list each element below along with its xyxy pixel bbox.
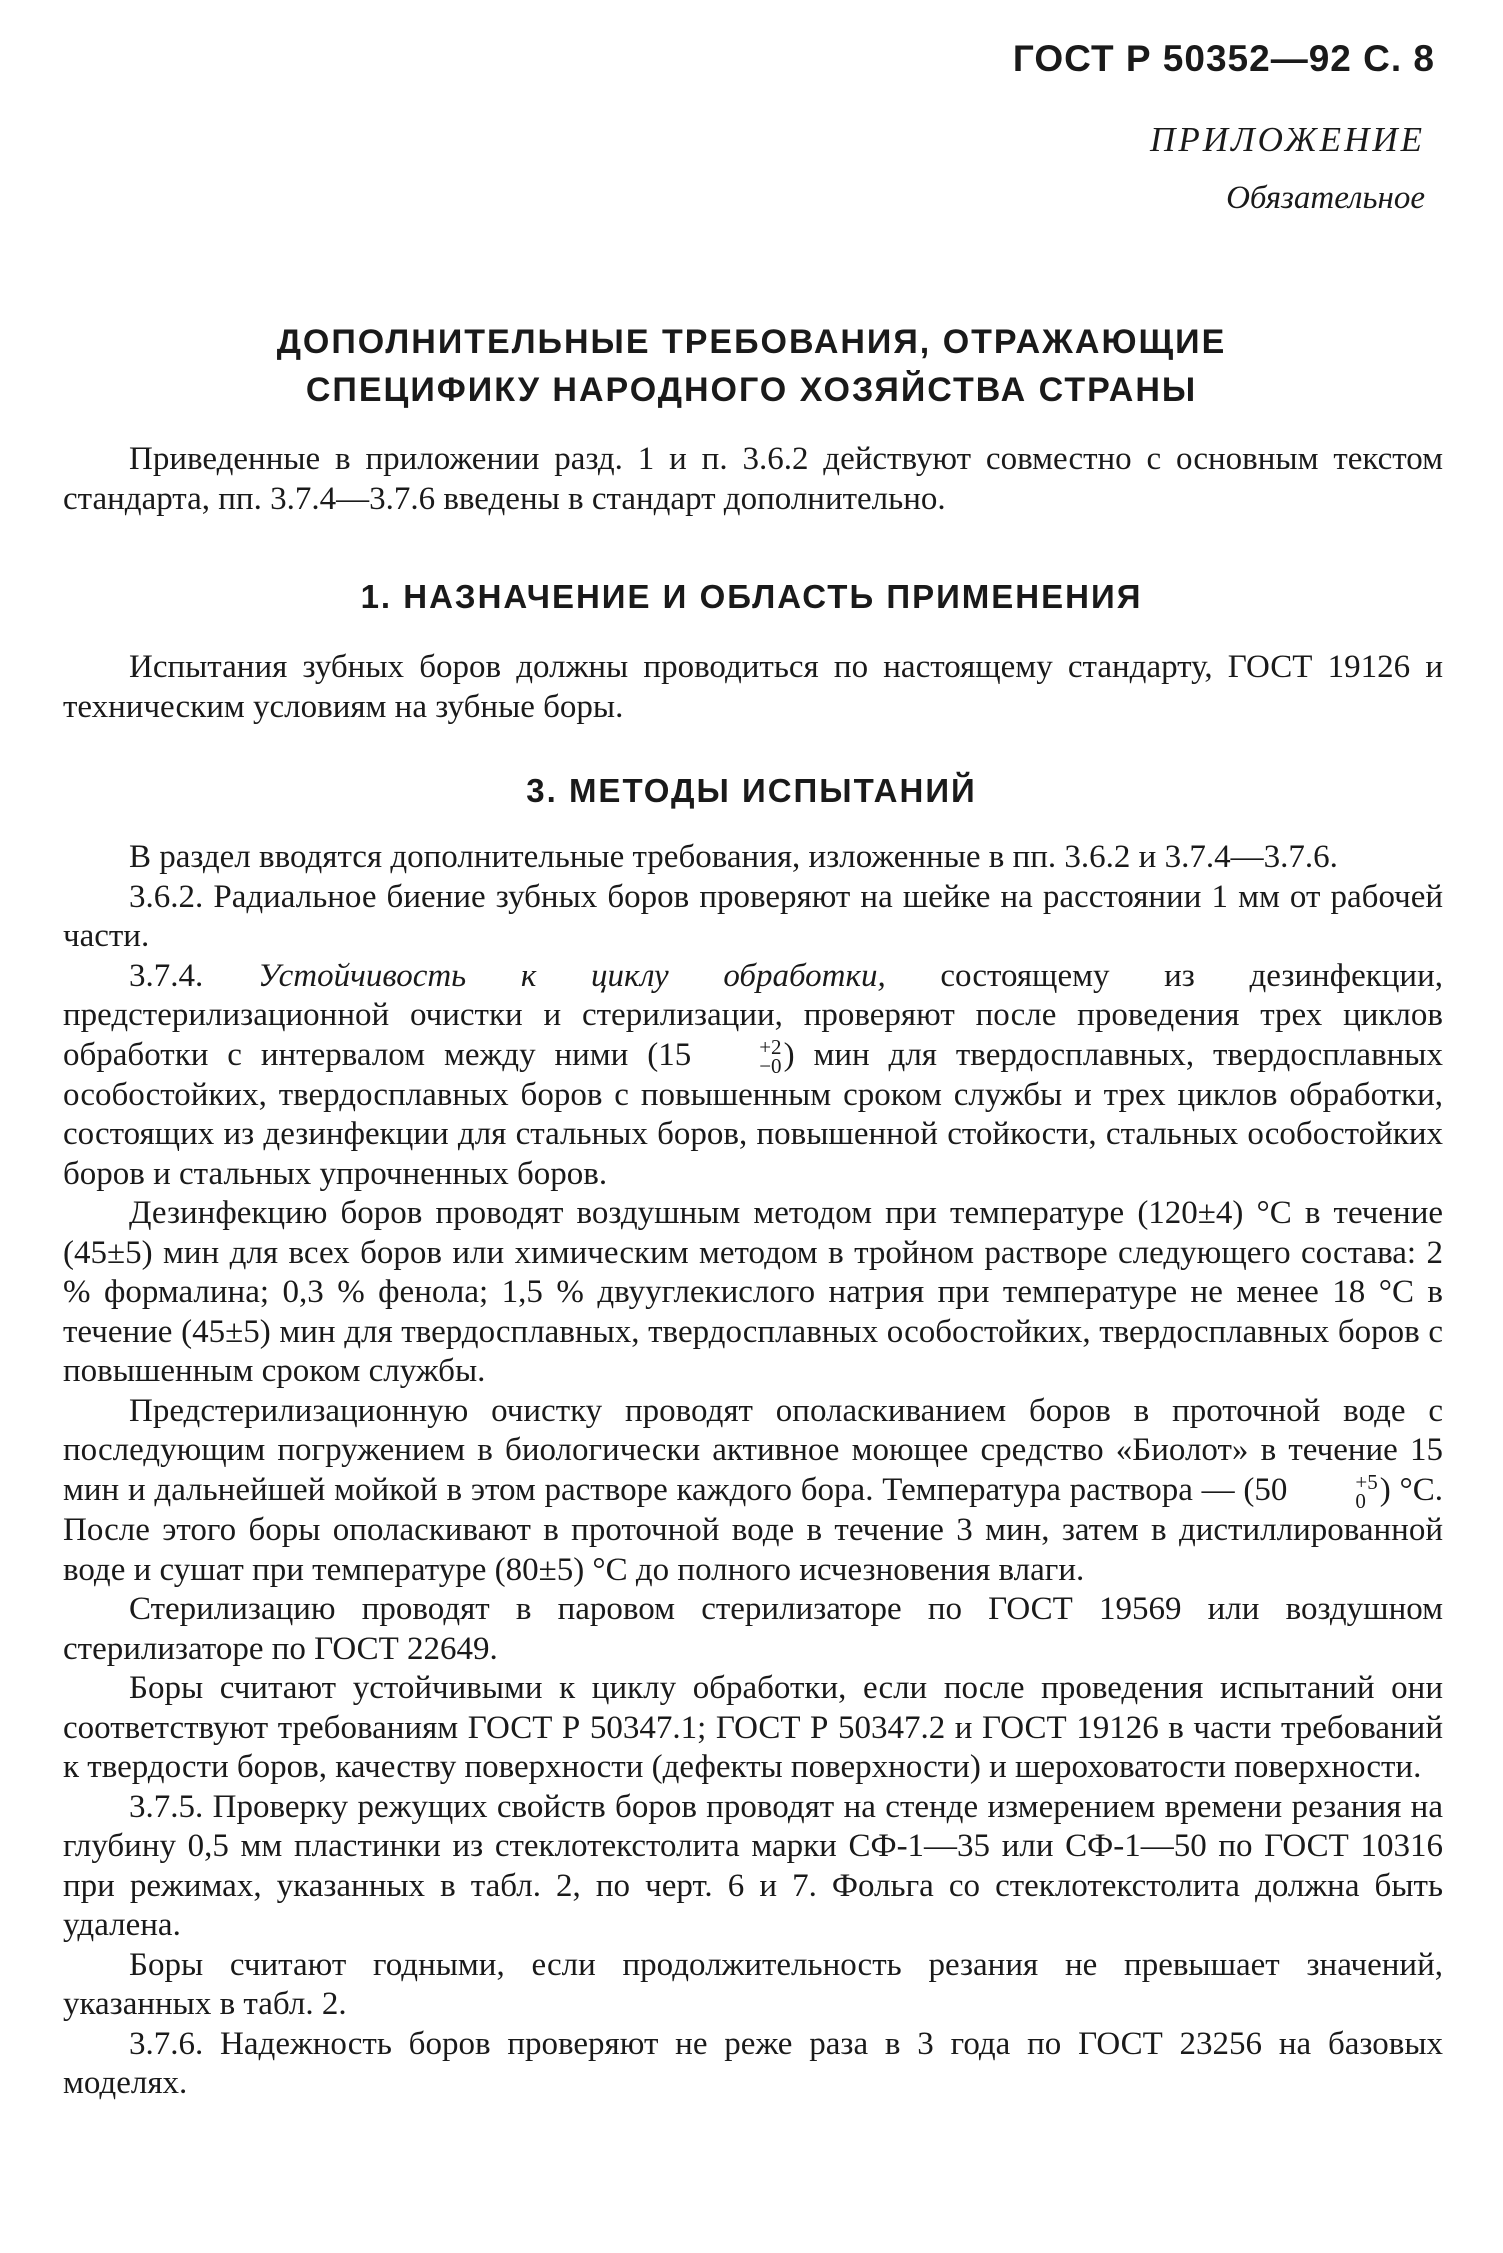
paragraph-acceptance-cycle: Боры считают устойчивыми к циклу обработки, если после проведения испытаний они соответствуют требованиям ГОСТ Р 50347.1; ГОСТ Р 50347.2 и ГОСТ 19126 в части требований к твердости боров, качеству поверхности (дефекты поверхности) и шероховатости поверхности. xyxy=(63,1670,1443,1786)
clause-number: 3.7.4. xyxy=(129,957,204,994)
paragraph-3-7-5: 3.7.5. Проверку режущих свойств боров проводят на стенде измерением времени резания на глубину 0,5 мм пластинки из стеклотекстолита марки СФ-1—35 или СФ-1—50 по ГОСТ 10316 при режимах, указанных в табл. 2, по черт. 6 и 7. Фольга со стеклотекстолита должна быть удалена. xyxy=(63,1788,1443,1944)
paragraph-acceptance-cutting: Боры считают годными, если продолжительность резания не превышает значений, указанных в табл. 2. xyxy=(63,1946,1443,2023)
section-1-heading: 1. НАЗНАЧЕНИЕ И ОБЛАСТЬ ПРИМЕНЕНИЯ xyxy=(360,578,1143,615)
temperature-tolerance-lower: 0 xyxy=(1355,1489,1366,1514)
page-header: ГОСТ Р 50352—92 С. 8 xyxy=(1012,38,1435,79)
tolerance-fraction xyxy=(693,1034,782,1078)
section-1-body xyxy=(63,648,1443,727)
clause-text-part-1: состоящему из дезинфекции, предстерилизационной очистки и стерилизации, проверяют после проведения трех циклов обработки с интервалом между ними (15 xyxy=(63,957,1444,1073)
paragraph-3-7-4 xyxy=(63,957,1443,1195)
appendix-status: Обязательное xyxy=(1226,180,1425,216)
tolerance-upper: +2 xyxy=(759,1034,782,1059)
paragraph-sterilization: Стерилизацию проводят в паровом стерилизаторе по ГОСТ 19569 или воздушном стерилизаторе по ГОСТ 22649. xyxy=(63,1591,1443,1667)
temperature-tolerance-fraction xyxy=(1289,1470,1378,1514)
paragraph-disinfection: Дезинфекцию боров проводят воздушным методом при температуре (120±4) °С в течение (45±5) мин для всех боров или химическим методом в тройном растворе следующего состава: 2 % формалина; 0,3 % фенола; 1,5 % двууглекислого натрия при температуре не менее 18 °С в течение (45±5) мин для твердосплавных, твердосплавных особостойких, твердосплавных боров с повышенным сроком службы. xyxy=(63,1195,1443,1390)
paragraph-3-6-2: 3.6.2. Радиальное биение зубных боров проверяют на шейке на расстоянии 1 мм от рабочей части. xyxy=(63,878,1443,954)
paragraph-cleaning xyxy=(63,1392,1443,1590)
cleaning-text-part-2: ) °С. После этого боры ополаскивают в проточной воде в течение 3 мин, затем в дистиллированной воде и сушат при температуре (80±5) °С до полного исчезновения влаги. xyxy=(63,1471,1443,1588)
clause-text-part-2: ) мин для твердосплавных, твердосплавных особостойких, твердосплавных боров с повышенным сроком службы и трех циклов обработки, состоящих из дезинфекции для стальных боров, повышенной стойкости, стальных особостойких боров и стальных упрочненных боров. xyxy=(63,1036,1443,1192)
intro-text: Приведенные в приложении разд. 1 и п. 3.6.2 действуют совместно с основным текстом стандарта, пп. 3.7.4—3.7.6 введены в стандарт дополнительно. xyxy=(63,441,1443,517)
paragraph-3-7-6: 3.7.6. Надежность боров проверяют не реже раза в 3 года по ГОСТ 23256 на базовых моделях. xyxy=(63,2025,1443,2102)
clause-title: Устойчивость к циклу обработки, xyxy=(257,957,886,994)
section-3-heading: 3. МЕТОДЫ ИСПЫТАНИЙ xyxy=(526,772,977,809)
title-line-2: СПЕЦИФИКУ НАРОДНОГО ХОЗЯЙСТВА СТРАНЫ xyxy=(305,371,1198,409)
intro-paragraph xyxy=(63,440,1443,519)
tolerance-lower: −0 xyxy=(759,1053,782,1078)
appendix-label: ПРИЛОЖЕНИЕ xyxy=(1150,120,1425,159)
cleaning-text-part-1: Предстерилизационную очистку проводят ополаскиванием боров в проточной воде с последующим погружением в биологически активное моющее средство «Биолот» в течение 15 мин и дальнейшей мойкой в этом растворе каждого бора. Температура раствора — (50 xyxy=(63,1392,1443,1508)
section-3-body xyxy=(63,838,1443,2104)
appendix-label-block xyxy=(1150,120,1425,217)
section-1-text: Испытания зубных боров должны проводиться по настоящему стандарту, ГОСТ 19126 и техническим условиям на зубные боры. xyxy=(63,649,1443,725)
title-line-1: ДОПОЛНИТЕЛЬНЫЕ ТРЕБОВАНИЯ, ОТРАЖАЮЩИЕ xyxy=(276,323,1227,361)
document-title xyxy=(0,318,1503,414)
paragraph-intro: В раздел вводятся дополнительные требования, изложенные в пп. 3.6.2 и 3.7.4—3.7.6. xyxy=(129,839,1338,875)
temperature-tolerance-upper: +5 xyxy=(1355,1470,1378,1495)
